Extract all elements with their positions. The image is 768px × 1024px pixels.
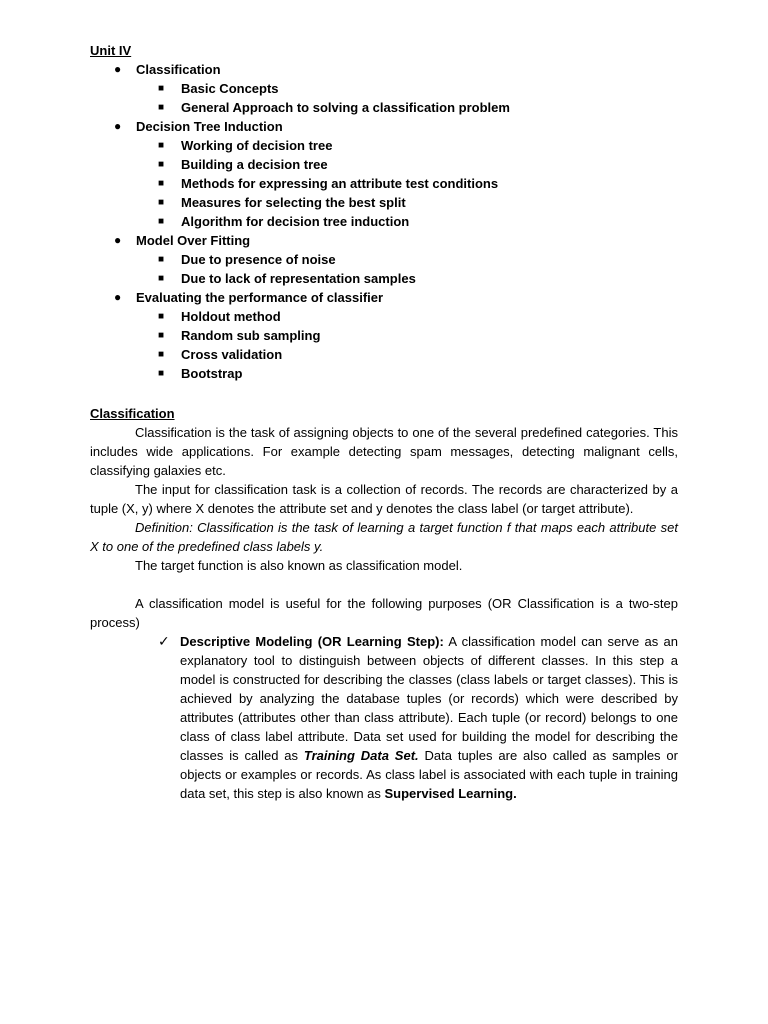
subtopic-label: Cross validation	[181, 347, 283, 362]
outline-subtopic	[90, 250, 690, 269]
subtopic-label: Algorithm for decision tree induction	[181, 214, 410, 229]
square-bullet-icon: ■	[158, 330, 165, 341]
training-data-set-term: Training Data Set.	[303, 748, 419, 763]
outline-subtopic	[90, 155, 690, 174]
subtopic-label: Measures for selecting the best split	[181, 195, 406, 210]
square-bullet-icon: ■	[158, 159, 165, 170]
descriptive-modeling-text	[180, 632, 678, 803]
square-bullet-icon: ■	[158, 140, 165, 151]
outline-topic	[90, 231, 690, 250]
square-bullet-icon: ■	[158, 254, 165, 265]
outline-subtopic	[90, 212, 690, 231]
outline-subtopic	[90, 364, 690, 383]
outline-subtopic	[90, 174, 690, 193]
square-bullet-icon: ■	[158, 349, 165, 360]
item-text-b: Data tuples are also called as samples or objects or examples or records. As class label is associated with each tuple in training data set, this step is also known as	[180, 748, 678, 801]
subtopic-label: Basic Concepts	[181, 81, 279, 96]
outline-subtopic	[90, 136, 690, 155]
outline-subtopic	[90, 193, 690, 212]
subtopic-label: Building a decision tree	[181, 157, 328, 172]
unit-title: Unit IV	[90, 43, 132, 58]
square-bullet-icon: ■	[158, 368, 165, 379]
check-list-item	[90, 632, 678, 803]
subtopic-label: Holdout method	[181, 309, 281, 324]
outline-topic	[90, 60, 690, 79]
subtopic-label: Random sub sampling	[181, 328, 321, 343]
section-title: Classification	[90, 406, 175, 421]
square-bullet-icon: ■	[158, 178, 165, 189]
outline-subtopic	[90, 79, 690, 98]
paragraph-purposes: A classification model is useful for the following purposes (OR Classification is a two-step process)	[90, 596, 678, 630]
square-bullet-icon: ■	[158, 216, 165, 227]
item-text-a: A classification model can serve as an explanatory tool to distinguish between objects of different classes. In this step a model is constructed for describing the classes (class labels or target classes). This is achieved by analyzing the database tuples (or records) which were described by attributes (attributes other than class attribute). Each tuple (or record) belongs to one class of class label attribute. Data set used for building the model for describing the classes is called as	[180, 634, 679, 763]
paragraph-input: The input for classification task is a collection of records. The records are characterized by a tuple (X, y) where X denotes the attribute set and y denotes the class label (or target attribute).	[90, 482, 678, 516]
outline-subtopic	[90, 269, 690, 288]
topic-label: Model Over Fitting	[136, 233, 251, 248]
subtopic-label: General Approach to solving a classification problem	[181, 100, 510, 115]
subtopic-label: Methods for expressing an attribute test conditions	[181, 176, 499, 191]
square-bullet-icon: ■	[158, 197, 165, 208]
topic-label: Decision Tree Induction	[136, 119, 283, 134]
supervised-learning-term: Supervised Learning.	[384, 786, 517, 801]
subtopic-label: Due to presence of noise	[181, 252, 336, 267]
subtopic-label: Due to lack of representation samples	[181, 271, 416, 286]
paragraph-target-function: The target function is also known as classification model.	[135, 558, 463, 573]
outline-subtopic	[90, 98, 690, 117]
topic-outline	[90, 60, 690, 383]
bullet-icon: ●	[114, 233, 122, 247]
topic-label: Evaluating the performance of classifier	[136, 290, 384, 305]
paragraph-definition: Definition: Classification is the task of learning a target function f that maps each attribute set X to one of the predefined class labels y.	[90, 520, 678, 554]
topic-label: Classification	[136, 62, 221, 77]
outline-subtopic	[90, 345, 690, 364]
bullet-icon: ●	[114, 290, 122, 304]
outline-topic	[90, 288, 690, 307]
square-bullet-icon: ■	[158, 102, 165, 113]
checkmark-icon: ✓	[158, 633, 170, 649]
square-bullet-icon: ■	[158, 83, 165, 94]
outline-topic	[90, 117, 690, 136]
outline-subtopic	[90, 326, 690, 345]
square-bullet-icon: ■	[158, 311, 165, 322]
outline-subtopic	[90, 307, 690, 326]
paragraph-intro: Classification is the task of assigning objects to one of the several predefined categories. This includes wide applications. For example detecting spam messages, detecting malignant cells, classifying galaxies etc.	[90, 425, 678, 478]
subtopic-label: Working of decision tree	[181, 138, 333, 153]
classification-section	[90, 404, 678, 803]
item-heading: Descriptive Modeling (OR Learning Step):	[180, 634, 444, 649]
bullet-icon: ●	[114, 62, 122, 76]
bullet-icon: ●	[114, 119, 122, 133]
subtopic-label: Bootstrap	[181, 366, 243, 381]
square-bullet-icon: ■	[158, 273, 165, 284]
